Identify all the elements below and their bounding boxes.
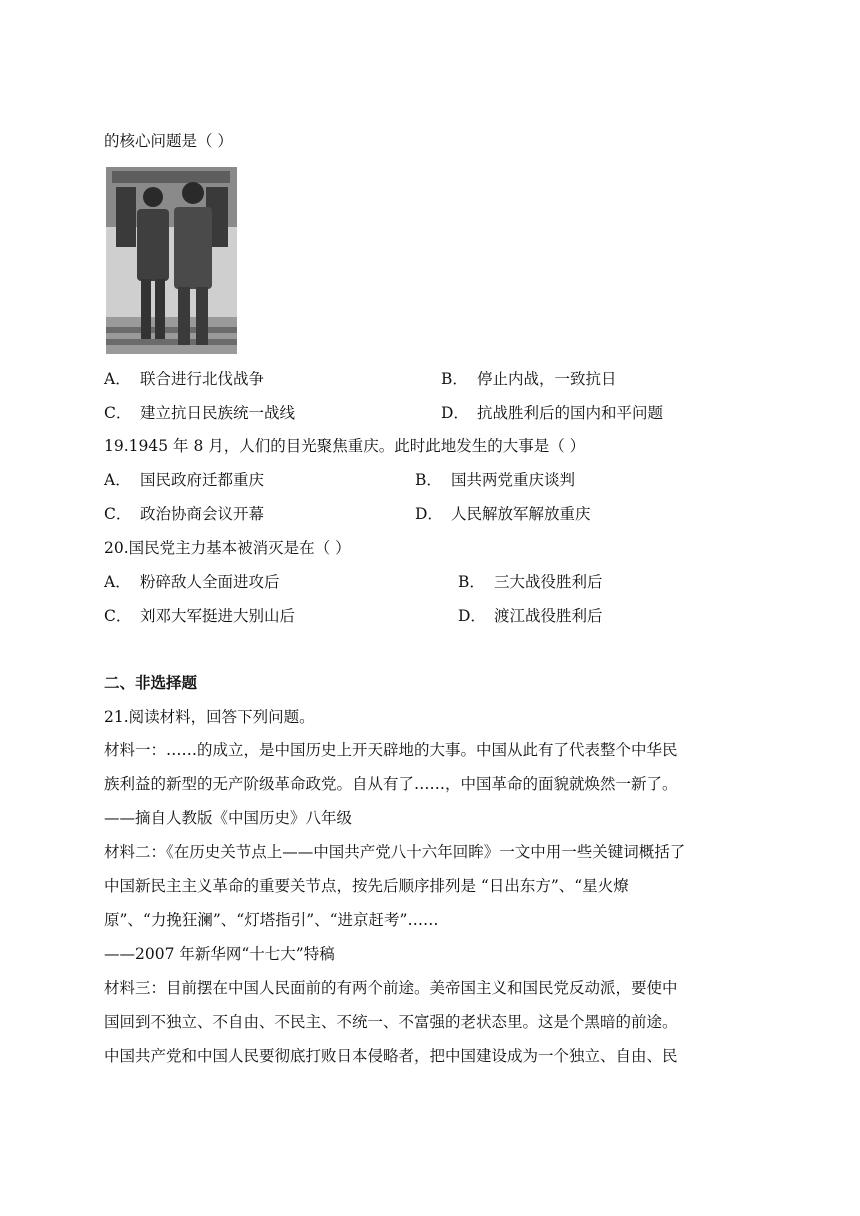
option-letter: B．	[458, 573, 485, 591]
option-text: 三大战役胜利后	[494, 573, 603, 591]
passage-line: 中国新民主主义革命的重要关节点，按先后顺序排列是 “日出东方”、“星火燎	[104, 877, 629, 895]
section-heading: 二、非选择题	[104, 674, 198, 692]
option-letter: C．	[104, 607, 132, 625]
passage-source: ——摘自人教版《中国历史》八年级	[104, 809, 353, 827]
option-text: 建立抗日民族统一战线	[140, 404, 296, 422]
q20-option-d	[458, 606, 603, 626]
q18-stem-tail: 的核心问题是（ ）	[104, 132, 233, 150]
q20-stem: 20.国民党主力基本被消灭是在（ ）	[104, 539, 351, 557]
option-letter: C．	[104, 404, 132, 422]
option-text: 政治协商会议开幕	[140, 505, 265, 523]
q20-option-b	[458, 572, 603, 592]
q19-option-c	[104, 504, 264, 524]
option-letter: D．	[458, 607, 486, 625]
option-text: 粉碎敌人全面进攻后	[140, 573, 280, 591]
option-text: 国共两党重庆谈判	[451, 471, 576, 489]
option-text: 抗战胜利后的国内和平问题	[477, 404, 664, 422]
option-text: 联合进行北伐战争	[140, 370, 265, 388]
historical-photo	[106, 167, 237, 354]
passage-line: 材料二：《在历史关节点上——中国共产党八十六年回眸》一文中用一些关键词概括了	[104, 843, 686, 861]
q18-option-b	[441, 369, 617, 389]
option-text: 刘邓大军挺进大别山后	[140, 607, 296, 625]
option-letter: A．	[104, 573, 131, 591]
option-letter: B．	[415, 471, 442, 489]
passage-line: 族利益的新型的无产阶级革命政党。自从有了……，中国革命的面貌就焕然一新了。	[104, 775, 678, 793]
q18-option-c	[104, 403, 295, 423]
photo-illustration	[106, 167, 237, 354]
q21-stem: 21.阅读材料，回答下列问题。	[104, 708, 315, 726]
passage-line: 原”、“力挽狂澜”、“灯塔指引”、“进京赶考”……	[104, 911, 439, 929]
option-letter: D．	[441, 404, 469, 422]
q18-option-a	[104, 369, 264, 389]
passage-line: 国回到不独立、不自由、不民主、不统一、不富强的老状态里。这是个黑暗的前途。	[104, 1013, 678, 1031]
passage-line: 中国共产党和中国人民要彻底打败日本侵略者，把中国建设成为一个独立、自由、民	[104, 1047, 678, 1065]
option-text: 渡江战役胜利后	[494, 607, 603, 625]
option-letter: D．	[415, 505, 443, 523]
option-letter: A．	[104, 471, 131, 489]
option-letter: B．	[441, 370, 468, 388]
q19-option-a	[104, 470, 264, 490]
option-text: 停止内战，一致抗日	[477, 370, 617, 388]
passage-source: ——2007 年新华网“十七大”特稿	[104, 945, 335, 963]
q19-option-b	[415, 470, 575, 490]
option-letter: A．	[104, 370, 131, 388]
q19-option-d	[415, 504, 591, 524]
option-letter: C．	[104, 505, 132, 523]
q20-option-c	[104, 606, 295, 626]
option-text: 人民解放军解放重庆	[451, 505, 591, 523]
q19-stem: 19.1945 年 8 月，人们的目光聚焦重庆。此时此地发生的大事是（ ）	[104, 437, 586, 455]
passage-line: 材料三：目前摆在中国人民面前的有两个前途。美帝国主义和国民党反动派，要使中	[104, 979, 678, 997]
q20-option-a	[104, 572, 280, 592]
q18-option-d	[441, 403, 663, 423]
passage-line: 材料一：……的成立，是中国历史上开天辟地的大事。中国从此有了代表整个中华民	[104, 741, 678, 759]
option-text: 国民政府迁都重庆	[140, 471, 265, 489]
